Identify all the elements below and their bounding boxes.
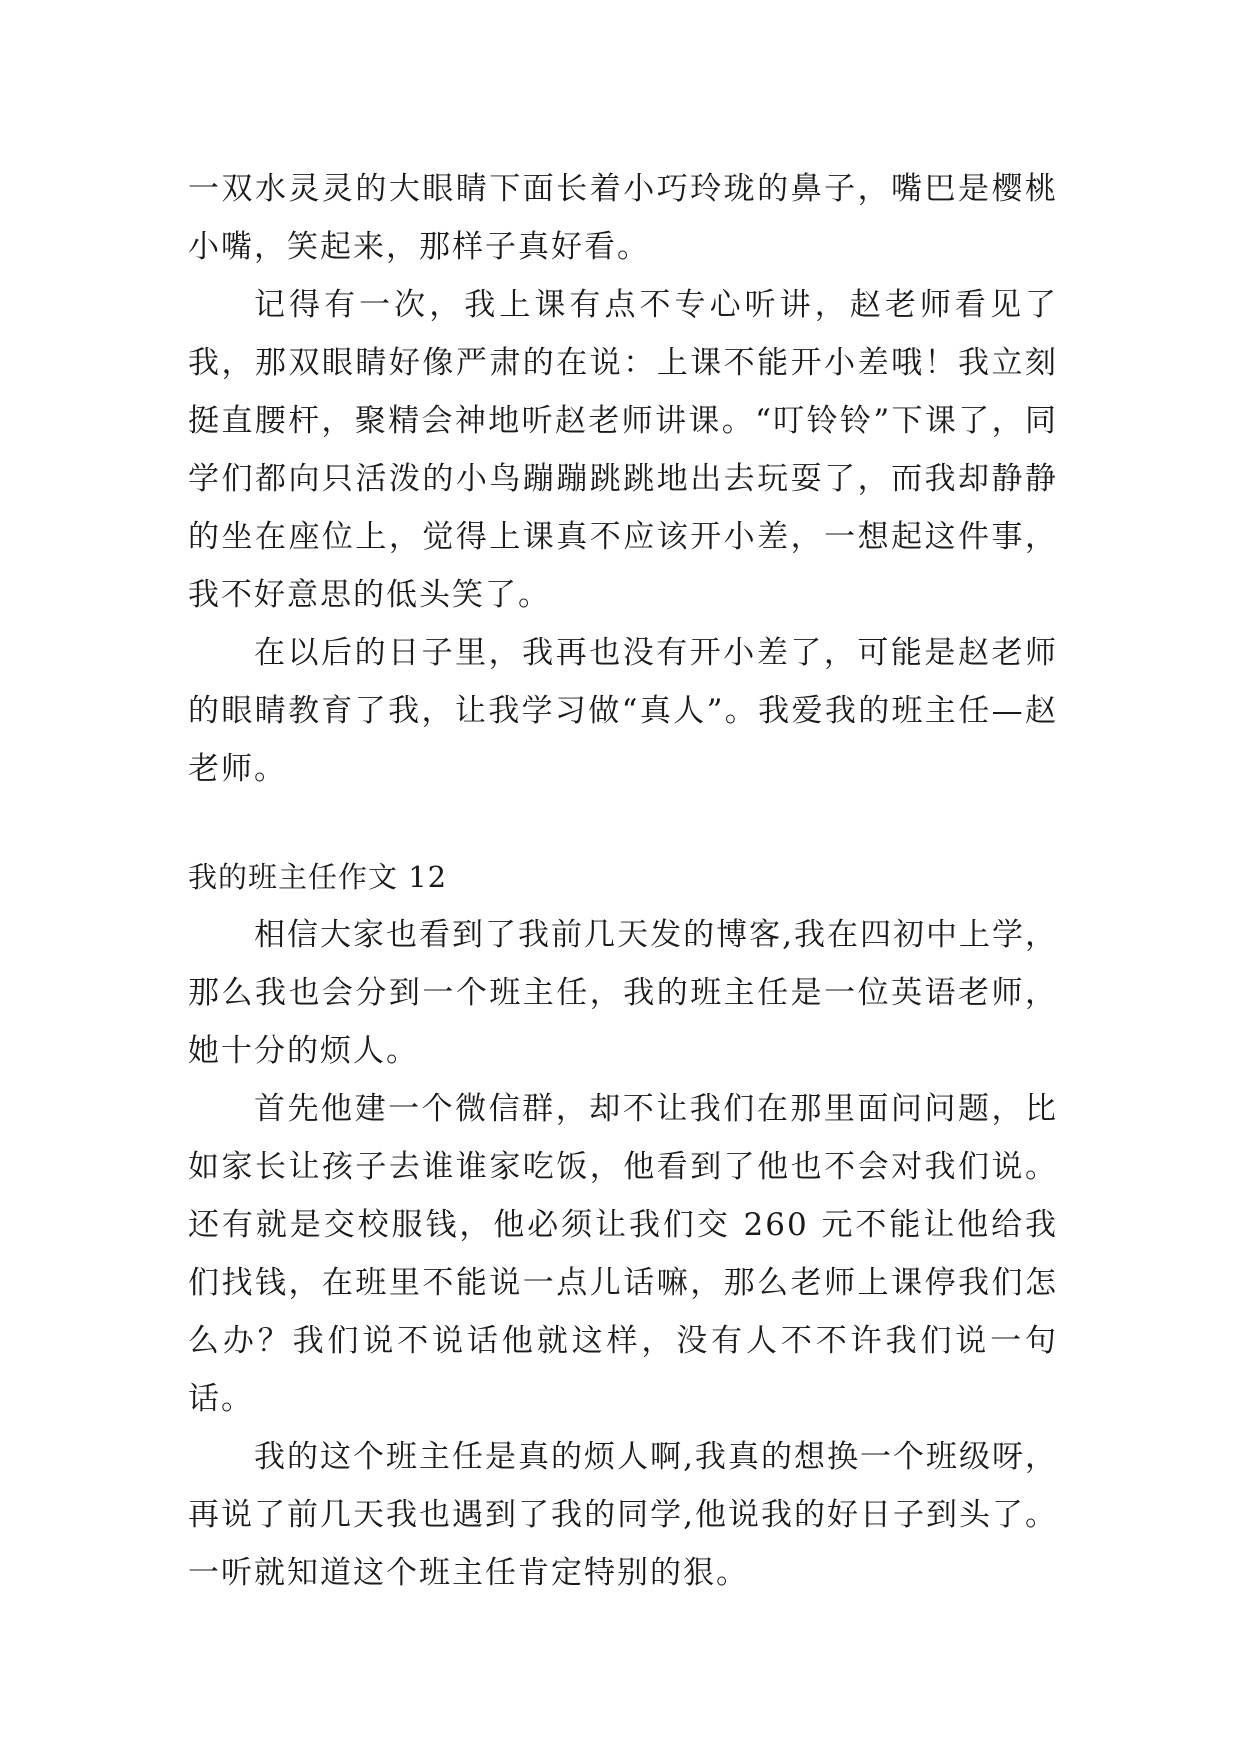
paragraph-3: 在以后的日子里，我再也没有开小差了，可能是赵老师的眼睛教育了我，让我学习做“真人”。我爱我的班主任—赵老师。	[188, 635, 1058, 787]
paragraph-4: 相信大家也看到了我前几天发的博客,我在四初中上学，那么我也会分到一个班主任，我的班主任是一位英语老师，她十分的烦人。	[188, 917, 1058, 1069]
paragraph-1: 一双水灵灵的大眼睛下面长着小巧玲珑的鼻子，嘴巴是樱桃小嘴，笑起来，那样子真好看。	[188, 171, 1058, 265]
paragraph-6: 我的这个班主任是真的烦人啊,我真的想换一个班级呀，再说了前几天我也遇到了我的同学,他说我的好日子到头了。一听就知道这个班主任肯定特别的狠。	[188, 1439, 1058, 1591]
paragraph-2: 记得有一次，我上课有点不专心听讲，赵老师看见了我，那双眼睛好像严肃的在说：上课不能开小差哦！我立刻挺直腰杆，聚精会神地听赵老师讲课。“叮铃铃”下课了，同学们都向只活泼的小鸟蹦蹦跳跳地出去玩耍了，而我却静静的坐在座位上，觉得上课真不应该开小差，一想起这件事，我不好意思的低头笑了。	[188, 287, 1058, 613]
paragraph-5: 首先他建一个微信群，却不让我们在那里面问问题，比如家长让孩子去谁谁家吃饭，他看到了他也不会对我们说。还有就是交校服钱，他必须让我们交 260 元不能让他给我们找钱，在班里不能说一点儿话嘛，那么老师上课停我们怎么办？我们说不说话他就这样，没有人不不许我们说一句话。	[188, 1091, 1058, 1417]
section-2-body	[188, 906, 1058, 1602]
essay-title: 我的班主任作文 12	[188, 860, 448, 894]
section-1-body	[188, 160, 1058, 798]
